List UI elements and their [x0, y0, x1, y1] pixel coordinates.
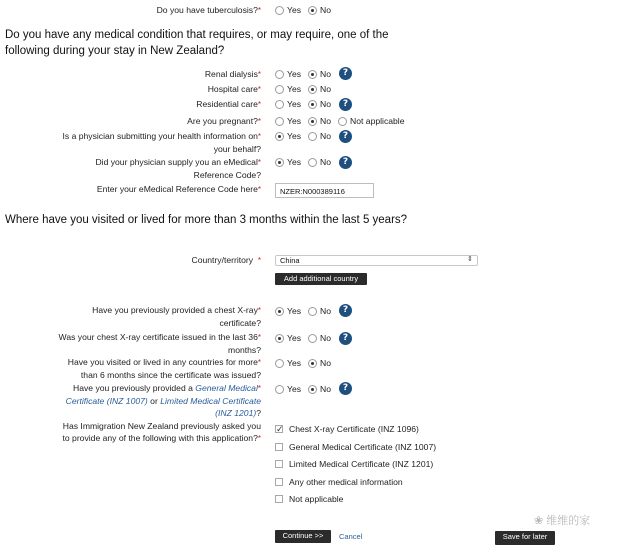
- hospital-yes[interactable]: Yes: [275, 83, 301, 95]
- radio-icon[interactable]: [308, 307, 317, 316]
- help-question-icon[interactable]: ?: [339, 382, 352, 395]
- help-question-icon[interactable]: ?: [339, 98, 352, 111]
- gmc-no[interactable]: No: [308, 383, 331, 395]
- checkbox-icon[interactable]: [275, 443, 283, 451]
- radio-icon[interactable]: [275, 70, 284, 79]
- asked-label: Has Immigration New Zealand previously asked you to provide any of the following with this application?*: [62, 421, 261, 443]
- radio-selected-icon[interactable]: [308, 100, 317, 109]
- emedical-yes[interactable]: Yes: [275, 156, 301, 168]
- xray36-yes[interactable]: Yes: [275, 332, 301, 344]
- xray-label: Have you previously provided a chest X-ray* certificate?: [92, 305, 261, 328]
- lmc-link[interactable]: Limited Medical Certificate: [160, 396, 261, 406]
- xray-no[interactable]: No: [308, 305, 331, 317]
- asked-option-other[interactable]: Any other medical information: [275, 476, 403, 488]
- gmc-options: [275, 383, 338, 395]
- country-select-value: China: [280, 256, 300, 265]
- asked-option-gmc[interactable]: General Medical Certificate (INZ 1007): [275, 441, 436, 453]
- residential-label: Residential care*: [196, 99, 261, 109]
- pregnant-no[interactable]: No: [308, 115, 331, 127]
- radio-selected-icon[interactable]: [308, 385, 317, 394]
- gmc-link[interactable]: General Medical: [195, 383, 258, 393]
- radio-selected-icon[interactable]: [275, 132, 284, 141]
- pregnant-na[interactable]: Not applicable: [338, 115, 404, 127]
- radio-selected-icon[interactable]: [275, 158, 284, 167]
- asked-option-lmc[interactable]: Limited Medical Certificate (INZ 1201): [275, 458, 433, 470]
- tb-no[interactable]: No: [308, 4, 331, 16]
- renal-no[interactable]: No: [308, 68, 331, 80]
- radio-icon[interactable]: [275, 359, 284, 368]
- emedical-label: Did your physician supply you an eMedical* Reference Code?: [95, 157, 261, 180]
- radio-icon[interactable]: [338, 117, 347, 126]
- xray-options: [275, 305, 338, 317]
- cancel-link[interactable]: Cancel: [339, 532, 363, 541]
- radio-icon[interactable]: [275, 100, 284, 109]
- renal-options: [275, 68, 338, 80]
- refcode-label: Enter your eMedical Reference Code here*: [96, 184, 261, 194]
- radio-icon[interactable]: [275, 117, 284, 126]
- radio-selected-icon[interactable]: [308, 117, 317, 126]
- help-question-icon[interactable]: ?: [339, 304, 352, 317]
- wechat-logo-icon: ❀: [534, 515, 544, 527]
- renal-yes[interactable]: Yes: [275, 68, 301, 80]
- hospital-no[interactable]: No: [308, 83, 331, 95]
- country-select[interactable]: [275, 255, 478, 266]
- physician-label: Is a physician submitting your health information on* your behalf?: [62, 131, 261, 154]
- pregnant-label: Are you pregnant?*: [187, 116, 261, 126]
- residential-options: [275, 98, 338, 110]
- renal-label: Renal dialysis*: [204, 69, 261, 79]
- help-question-icon[interactable]: ?: [339, 130, 352, 143]
- tb-label: Do you have tuberculosis?*: [156, 5, 261, 15]
- save-for-later-button[interactable]: Save for later: [495, 531, 555, 545]
- country-label: Country/territory *: [191, 255, 261, 265]
- section-medical-title: Do you have any medical condition that requires, or may require, one of the following during your stay in New Zealand?: [5, 29, 389, 57]
- watermark: ❀ 维维的家: [534, 515, 591, 527]
- checkbox-icon[interactable]: [275, 460, 283, 468]
- lmc-link-cont[interactable]: (INZ 1201): [215, 408, 257, 418]
- visited-label: Have you visited or lived in any countries for more* than 6 months since the certificate was issued?: [67, 357, 261, 380]
- help-question-icon[interactable]: ?: [339, 67, 352, 80]
- asked-option-na[interactable]: Not applicable: [275, 493, 343, 505]
- emedical-options: [275, 156, 338, 168]
- hospital-options: [275, 83, 338, 95]
- hospital-label: Hospital care*: [207, 84, 261, 94]
- chevron-up-down-icon: ⇕: [467, 256, 473, 263]
- help-question-icon[interactable]: ?: [339, 332, 352, 345]
- help-question-icon[interactable]: ?: [339, 156, 352, 169]
- radio-icon[interactable]: [275, 6, 284, 15]
- radio-selected-icon[interactable]: [308, 85, 317, 94]
- visited-no[interactable]: No: [308, 357, 331, 369]
- radio-selected-icon[interactable]: [308, 359, 317, 368]
- tb-options: [275, 4, 338, 16]
- residential-no[interactable]: No: [308, 98, 331, 110]
- visited-options: [275, 357, 338, 369]
- checkbox-icon[interactable]: [275, 478, 283, 486]
- add-country-button[interactable]: Add additional country: [275, 273, 367, 285]
- pregnant-options: [275, 115, 412, 127]
- refcode-input[interactable]: NZER:N000389116: [275, 183, 374, 198]
- radio-icon[interactable]: [275, 385, 284, 394]
- radio-selected-icon[interactable]: [275, 334, 284, 343]
- continue-button[interactable]: Continue >>: [275, 530, 331, 543]
- physician-options: [275, 130, 338, 142]
- physician-yes[interactable]: Yes: [275, 130, 301, 142]
- visited-yes[interactable]: Yes: [275, 357, 301, 369]
- emedical-no[interactable]: No: [308, 156, 331, 168]
- xray36-no[interactable]: No: [308, 332, 331, 344]
- checkbox-checked-icon[interactable]: [275, 425, 283, 433]
- gmc-yes[interactable]: Yes: [275, 383, 301, 395]
- radio-selected-icon[interactable]: [308, 70, 317, 79]
- pregnant-yes[interactable]: Yes: [275, 115, 301, 127]
- radio-icon[interactable]: [275, 85, 284, 94]
- gmc-link-cont[interactable]: Certificate (INZ 1007): [65, 396, 148, 406]
- radio-selected-icon[interactable]: [275, 307, 284, 316]
- radio-icon[interactable]: [308, 334, 317, 343]
- checkbox-icon[interactable]: [275, 495, 283, 503]
- xray-yes[interactable]: Yes: [275, 305, 301, 317]
- radio-icon[interactable]: [308, 158, 317, 167]
- radio-selected-icon[interactable]: [308, 6, 317, 15]
- xray36-label: Was your chest X-ray certificate issued in the last 36* months?: [58, 332, 261, 355]
- xray36-options: [275, 332, 338, 344]
- gmc-label: Have you previously provided a General Medical* Certificate (INZ 1007) or Limited Medical Certificate (INZ 1201)?: [65, 383, 261, 418]
- physician-no[interactable]: No: [308, 130, 331, 142]
- tb-yes[interactable]: Yes: [275, 4, 301, 16]
- asked-option-xray[interactable]: ✓ Chest X-ray Certificate (INZ 1096): [275, 423, 419, 435]
- residential-yes[interactable]: Yes: [275, 98, 301, 110]
- section-visited-title: Where have you visited or lived for more than 3 months within the last 5 years?: [5, 214, 408, 226]
- radio-icon[interactable]: [308, 132, 317, 141]
